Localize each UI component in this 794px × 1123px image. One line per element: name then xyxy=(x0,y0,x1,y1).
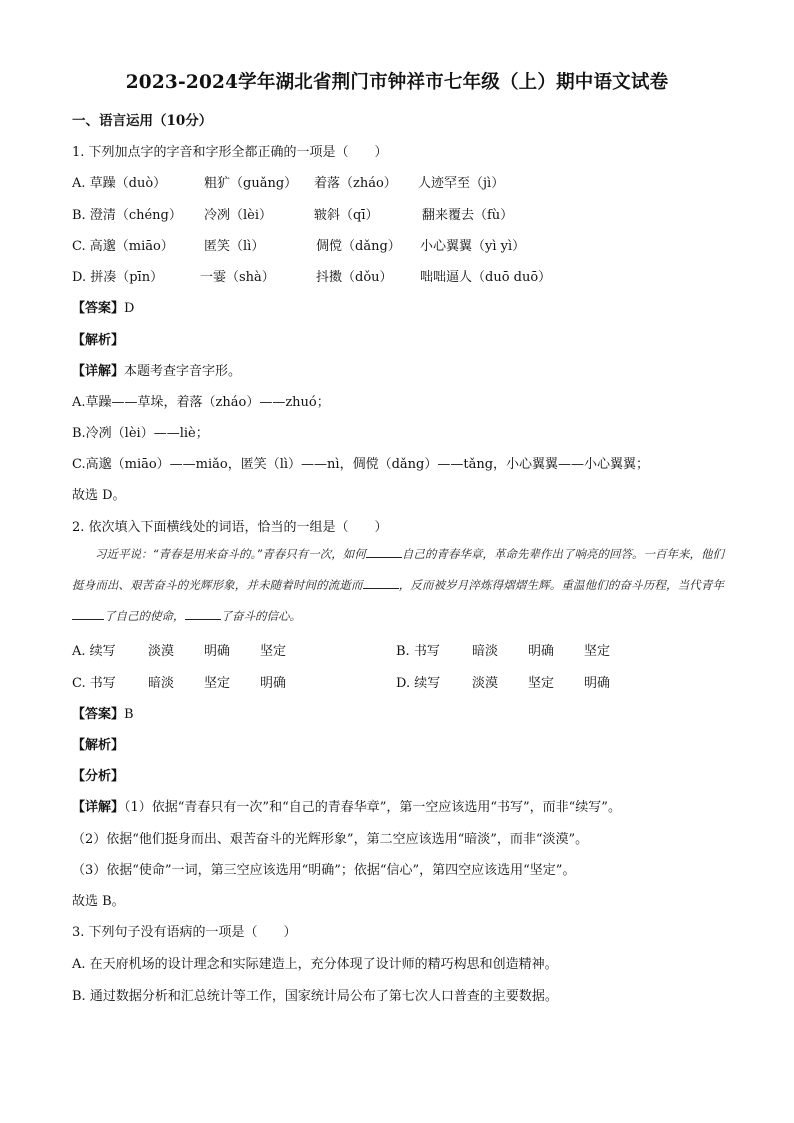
word: 坚定 xyxy=(528,676,555,691)
word: 淡漠 xyxy=(472,676,499,691)
word: C. 书写 xyxy=(72,676,116,691)
word: D. 续写 xyxy=(396,676,441,691)
q1-option-b-2: 冷冽（lèi） xyxy=(204,208,273,223)
passage-text: 了奋斗的信心。 xyxy=(220,609,301,623)
q1-option-a-1: A. 草躁（duò） xyxy=(72,176,167,191)
q2-passage xyxy=(72,539,724,632)
q1-option-b-4: 翻来覆去（fù） xyxy=(422,208,514,223)
q2-option-b xyxy=(396,640,610,659)
q1-option-b-1: B. 澄清（chéng） xyxy=(72,208,182,223)
q1-explain-line: A.草躁——草垛，着落（zháo）——zhuó； xyxy=(72,395,330,410)
blank-3 xyxy=(72,609,104,620)
q2-option-c xyxy=(72,672,286,691)
blank-4 xyxy=(185,609,221,620)
q2-fenxi-tag: 【分析】 xyxy=(72,769,125,784)
q1-option-d-2: 一霎（shà） xyxy=(200,270,275,285)
detail-text: （1）依据“青春只有一次”和“自己的青春华章”，第一空应该选用“书写”，而非“续写”。 xyxy=(124,800,621,815)
word: 明确 xyxy=(528,644,555,659)
q1-option-c-4: 小心翼翼（yì yì） xyxy=(420,239,526,254)
word: 坚定 xyxy=(260,644,287,659)
q1-option-c-2: 匿笑（lì） xyxy=(204,239,265,254)
passage-text: 自己的青春华章，革命先辈作出了响亮的回答。一百年来，他们挺身而出、艰苦奋斗的光辉形象，并未随着时间的流逝而 xyxy=(72,547,724,592)
q2-explain-line: （3）依据“使命”一词，第三空应该选用“明确”；依据“信心”，第四空应该选用“坚定”。 xyxy=(72,863,576,878)
blank-1 xyxy=(366,547,402,558)
word: B. 书写 xyxy=(396,644,440,659)
q1-detail xyxy=(72,360,241,379)
section-heading: 一、语言运用（10分） xyxy=(72,113,213,129)
page-title: 2023-2024学年湖北省荆门市钟祥市七年级（上）期中语文试卷 xyxy=(125,72,669,93)
q3-option-a: A. 在天府机场的设计理念和实际建造上，充分体现了设计师的精巧构思和创造精神。 xyxy=(72,957,558,972)
word: 明确 xyxy=(260,676,287,691)
q1-option-d-4: 咄咄逼人（duō duō） xyxy=(420,270,552,285)
answer-value: D xyxy=(124,301,135,316)
q1-explain-line: C.高邈（miāo）——miǎo，匿笑（lì）——nì，倜傥（dǎng）——tǎng，小心翼翼——小心翼翼； xyxy=(72,457,650,472)
q1-option-c-1: C. 高邈（miāo） xyxy=(72,239,174,254)
detail-text: 本题考查字音字形。 xyxy=(124,364,242,379)
q1-option-d-3: 抖擞（dǒu） xyxy=(316,270,393,285)
q2-conclusion: 故选 B。 xyxy=(72,894,125,909)
q1-option-c-3: 倜傥（dǎng） xyxy=(316,239,401,254)
q1-option-b-3: 皲斜（qī） xyxy=(314,208,379,223)
q2-answer xyxy=(72,703,134,722)
q2-detail xyxy=(72,796,621,815)
q1-conclusion: 故选 D。 xyxy=(72,488,126,503)
q1-option-d-1: D. 拼凑（pīn） xyxy=(72,270,164,285)
q2-explain-line: （2）依据“他们挺身而出、艰苦奋斗的光辉形象”，第二空应该选用“暗淡”，而非“淡漠”。 xyxy=(72,832,589,847)
answer-tag: 【答案】 xyxy=(72,707,125,722)
q1-option-a-4: 人迹罕至（jì） xyxy=(418,176,505,191)
answer-tag: 【答案】 xyxy=(72,301,125,316)
q2-option-d xyxy=(396,672,610,691)
q1-stem: 1. 下列加点字的字音和字形全都正确的一项是（ ） xyxy=(72,145,388,160)
blank-2 xyxy=(363,578,399,589)
q2-analysis-tag: 【解析】 xyxy=(72,738,125,753)
q2-option-a xyxy=(72,640,286,659)
detail-tag: 【详解】 xyxy=(72,364,125,379)
word: 淡漠 xyxy=(148,644,175,659)
q1-analysis-tag: 【解析】 xyxy=(72,333,125,348)
word: 坚定 xyxy=(204,676,231,691)
q3-option-b: B. 通过数据分析和汇总统计等工作，国家统计局公布了第七次人口普查的主要数据。 xyxy=(72,989,558,1004)
word: 明确 xyxy=(584,676,611,691)
word: 坚定 xyxy=(584,644,611,659)
q1-explain-line: B.冷冽（lèi）——liè； xyxy=(72,426,209,441)
passage-text: ，反而被岁月淬炼得熠熠生辉。重温他们的奋斗历程，当代青年 xyxy=(398,578,725,592)
q1-answer xyxy=(72,297,134,316)
q1-option-a-2: 粗犷（guǎng） xyxy=(204,176,298,191)
word: 暗淡 xyxy=(148,676,175,691)
passage-text: 了自己的使命， xyxy=(104,609,185,623)
q2-stem: 2. 依次填入下面横线处的词语，恰当的一组是（ ） xyxy=(72,520,388,535)
detail-tag: 【详解】 xyxy=(72,800,125,815)
word: 暗淡 xyxy=(472,644,499,659)
word: A. 续写 xyxy=(72,644,116,659)
q1-option-a-3: 着落（zháo） xyxy=(314,176,397,191)
passage-text: 习近平说：“青春是用来奋斗的。”青春只有一次，如何 xyxy=(95,547,366,561)
word: 明确 xyxy=(204,644,231,659)
q3-stem: 3. 下列句子没有语病的一项是（ ） xyxy=(72,925,297,940)
answer-value: B xyxy=(124,707,134,722)
